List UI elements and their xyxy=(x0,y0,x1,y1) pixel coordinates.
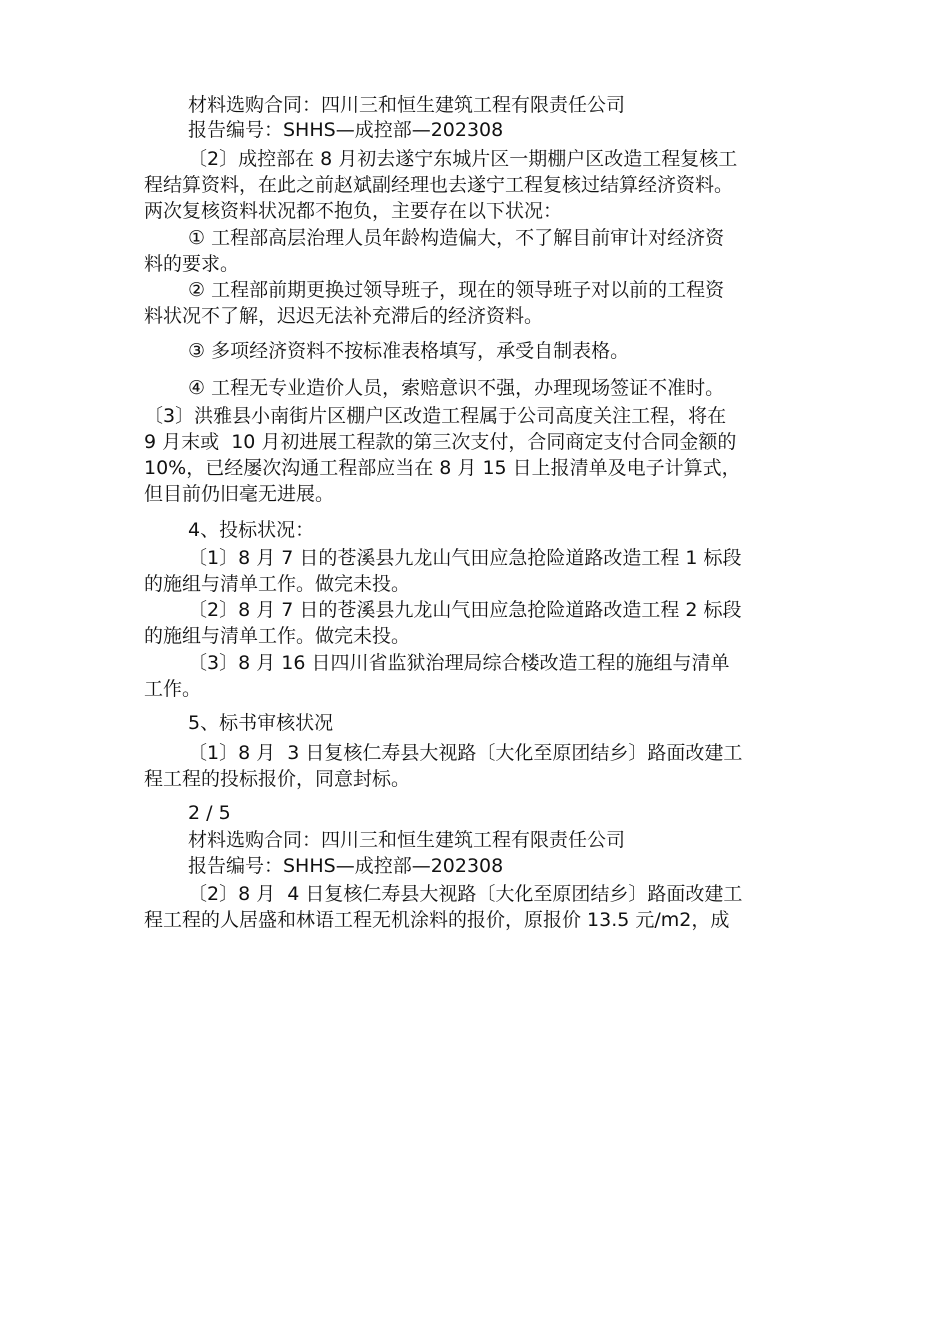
section-heading: 4、投标状况： xyxy=(188,519,315,541)
list-item-line: 料的要求。 xyxy=(144,253,240,275)
list-item-line: 料状况不了解，迟迟无法补充滞后的经济资料。 xyxy=(144,305,544,327)
page-number: 2 / 5 xyxy=(188,802,231,824)
report-number-line: 报告编号：SHHS—成控部—202308 xyxy=(188,119,504,141)
report-number-line: 报告编号：SHHS—成控部—202308 xyxy=(188,855,504,877)
paragraph-line: 〔1〕8 月 3 日复核仁寿县大视路〔大化至原团结乡〕路面改建工 xyxy=(188,742,743,764)
list-item-line: ① 工程部高层治理人员年龄构造偏大，不了解目前审计对经济资 xyxy=(188,227,725,249)
paragraph-line: 程结算资料，在此之前赵斌副经理也去遂宁工程复核过结算经济资料。 xyxy=(144,174,734,196)
paragraph-line: 〔2〕成控部在 8 月初去遂宁东城片区一期棚户区改造工程复核工 xyxy=(188,148,738,170)
list-item-line: ② 工程部前期更换过领导班子，现在的领导班子对以前的工程资 xyxy=(188,279,725,301)
paragraph-line: 〔3〕8 月 16 日四川省监狱治理局综合楼改造工程的施组与清单 xyxy=(188,652,730,674)
paragraph-line: 的施组与清单工作。做完未投。 xyxy=(144,573,411,595)
list-item-line: ③ 多项经济资料不按标准表格填写，承受自制表格。 xyxy=(188,340,630,362)
list-item-line: ④ 工程无专业造价人员，索赔意识不强，办理现场签证不准时。 xyxy=(188,377,725,399)
paragraph-line: 的施组与清单工作。做完未投。 xyxy=(144,625,411,647)
paragraph-line: 〔1〕8 月 7 日的苍溪县九龙山气田应急抢险道路改造工程 1 标段 xyxy=(188,547,742,569)
contract-header-line: 材料选购合同：四川三和恒生建筑工程有限责任公司 xyxy=(188,94,626,116)
paragraph-line: 但目前仍旧毫无进展。 xyxy=(144,483,335,505)
paragraph-line: 程工程的投标报价，同意封标。 xyxy=(144,768,411,790)
paragraph-line: 9 月末或 10 月初进展工程款的第三次支付，合同商定支付合同金额的 xyxy=(144,431,737,453)
paragraph-line: 10%，已经屡次沟通工程部应当在 8 月 15 日上报清单及电子计算式， xyxy=(144,457,741,479)
section-heading: 5、标书审核状况 xyxy=(188,712,334,734)
contract-header-line: 材料选购合同：四川三和恒生建筑工程有限责任公司 xyxy=(188,829,626,851)
paragraph-line: 工作。 xyxy=(144,678,202,700)
paragraph-line: 两次复核资料状况都不抱负，主要存在以下状况： xyxy=(144,200,563,222)
paragraph-line: 〔3〕洪雅县小南街片区棚户区改造工程属于公司高度关注工程，将在 xyxy=(144,405,727,427)
paragraph-line: 程工程的人居盛和林语工程无机涂料的报价，原报价 13.5 元/m2，成 xyxy=(144,909,730,931)
paragraph-line: 〔2〕8 月 7 日的苍溪县九龙山气田应急抢险道路改造工程 2 标段 xyxy=(188,599,742,621)
paragraph-line: 〔2〕8 月 4 日复核仁寿县大视路〔大化至原团结乡〕路面改建工 xyxy=(188,883,743,905)
